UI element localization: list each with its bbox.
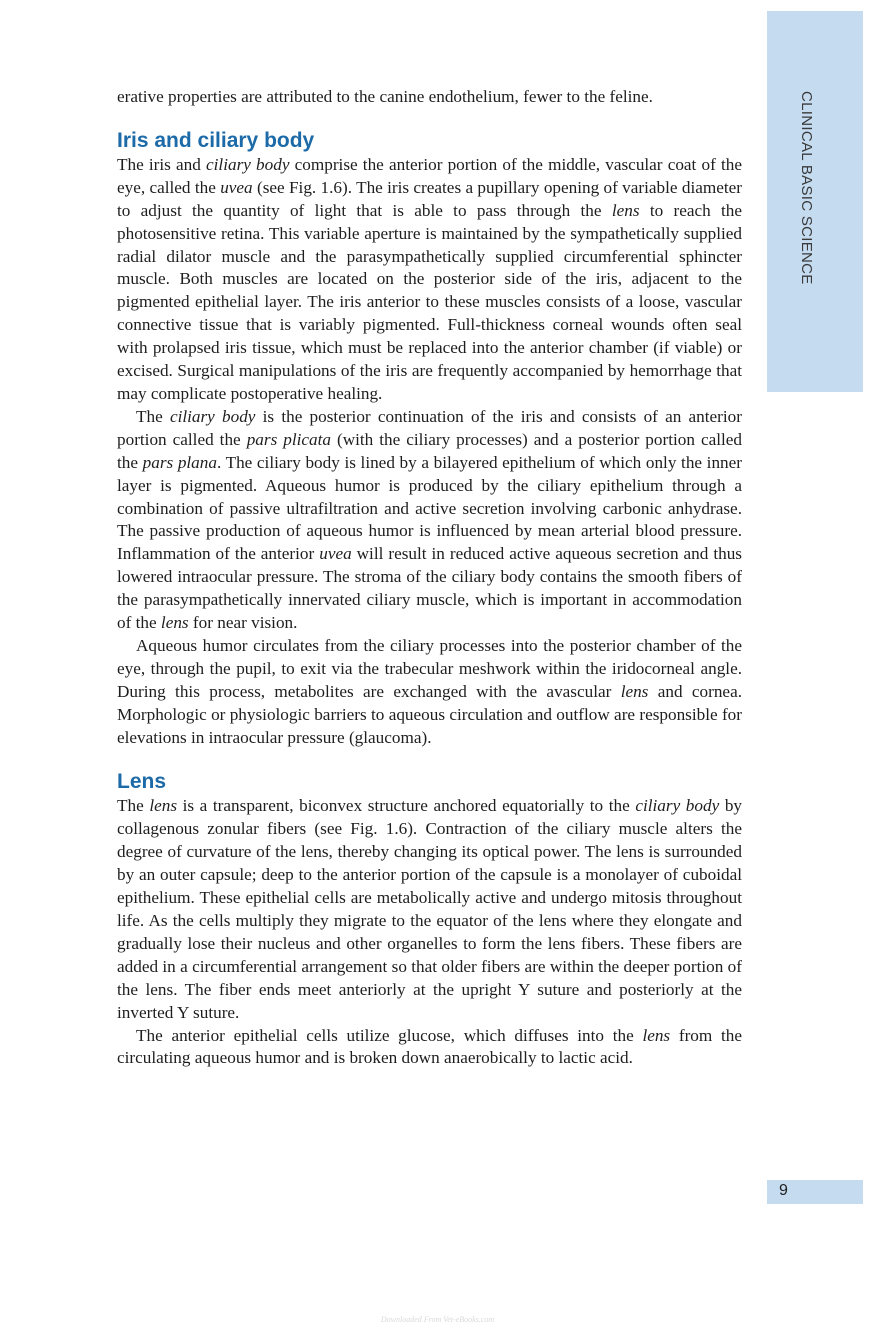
paragraph-continued: erative properties are attributed to the canine endothelium, fewer to the feline. (117, 87, 653, 106)
page-number-tab (767, 1180, 863, 1204)
main-text-column (117, 86, 742, 1070)
heading-iris-ciliary-body: Iris and ciliary body (117, 128, 315, 152)
paragraph-iris: The iris and ciliary body comprise the anterior portion of the middle, vascular coat of the eye, called the uvea (see Fig. 1.6). The iris creates a pupillary opening of variable diameter to adjust the quantity of light that is able to pass through the lens to reach the photosensitive retina. This variable aperture is maintained by the sympathetically supplied radial dilator muscle and the parasympathetically supplied circumferential sphincter muscle. Both muscles are located on the posterior side of the iris, adjacent to the pigmented epithelial layer. The iris anterior to these muscles consists of a loose, vascular connective tissue that is variably pigmented. Full-thickness corneal wounds often seal with prolapsed iris tissue, which must be replaced into the anterior chamber (if viable) or excised. Surgical manipulations of the iris are frequently accompanied by hemorrhage that may complicate postoperative healing. (117, 154, 742, 403)
side-section-tab (767, 11, 863, 392)
paragraph-lens-metabolism: The anterior epithelial cells utilize glucose, which diffuses into the lens from the circulating aqueous humor and is broken down anaerobically to lactic acid. (117, 1025, 742, 1068)
section-tab-label: CLINICAL BASIC SCIENCE (798, 91, 815, 285)
paragraph-ciliary-body: The ciliary body is the posterior continuation of the iris and consists of an anterior portion called the pars plicata (with the ciliary processes) and a posterior portion called the pars plana. The ciliary body is lined by a bilayered epithelium of which only the inner layer is pigmented. Aqueous humor is produced by the ciliary epithelium through a combination of passive ultrafiltration and active secretion involving carbonic anhydrase. The passive production of aqueous humor is influenced by mean arterial blood pressure. Inflammation of the anterior uvea will result in reduced active aqueous secretion and thus lowered intraocular pressure. The stroma of the ciliary body contains the smooth fibers of the parasympathetically innervated ciliary muscle, which is important in accommodation of the lens for near vision. (117, 406, 742, 633)
paragraph-lens: The lens is a transparent, biconvex structure anchored equatorially to the ciliary body by collagenous zonular fibers (see Fig. 1.6). Contraction of the ciliary muscle alters the degree of curvature of the lens, thereby changing its optical power. The lens is surrounded by an outer capsule; deep to the anterior portion of the capsule is a monolayer of cuboidal epithelium. These epithelial cells are metabolically active and undergo mitosis throughout life. As the cells multiply they migrate to the equator of the lens where they elongate and gradually lose their nucleus and other organelles to form the lens fibers. These fibers are added in a circumferential arrangement so that older fibers are within the deeper portion of the lens. The fiber ends meet anteriorly at the upright Y suture and posteriorly at the inverted Y suture. (117, 796, 743, 1022)
watermark: Downloaded From Vet-eBooks.com (380, 1315, 495, 1324)
page-number: 9 (779, 1182, 788, 1199)
heading-lens: Lens (117, 770, 167, 794)
paragraph-aqueous-humor: Aqueous humor circulates from the ciliary processes into the posterior chamber of the eye, through the pupil, to exit via the trabecular meshwork within the iridocorneal angle. During this process, metabolites are exchanged with the avascular lens and cornea. Morphologic or physiologic barriers to aqueous circulation and outflow are responsible for elevations in intraocular pressure (glaucoma). (117, 635, 742, 747)
